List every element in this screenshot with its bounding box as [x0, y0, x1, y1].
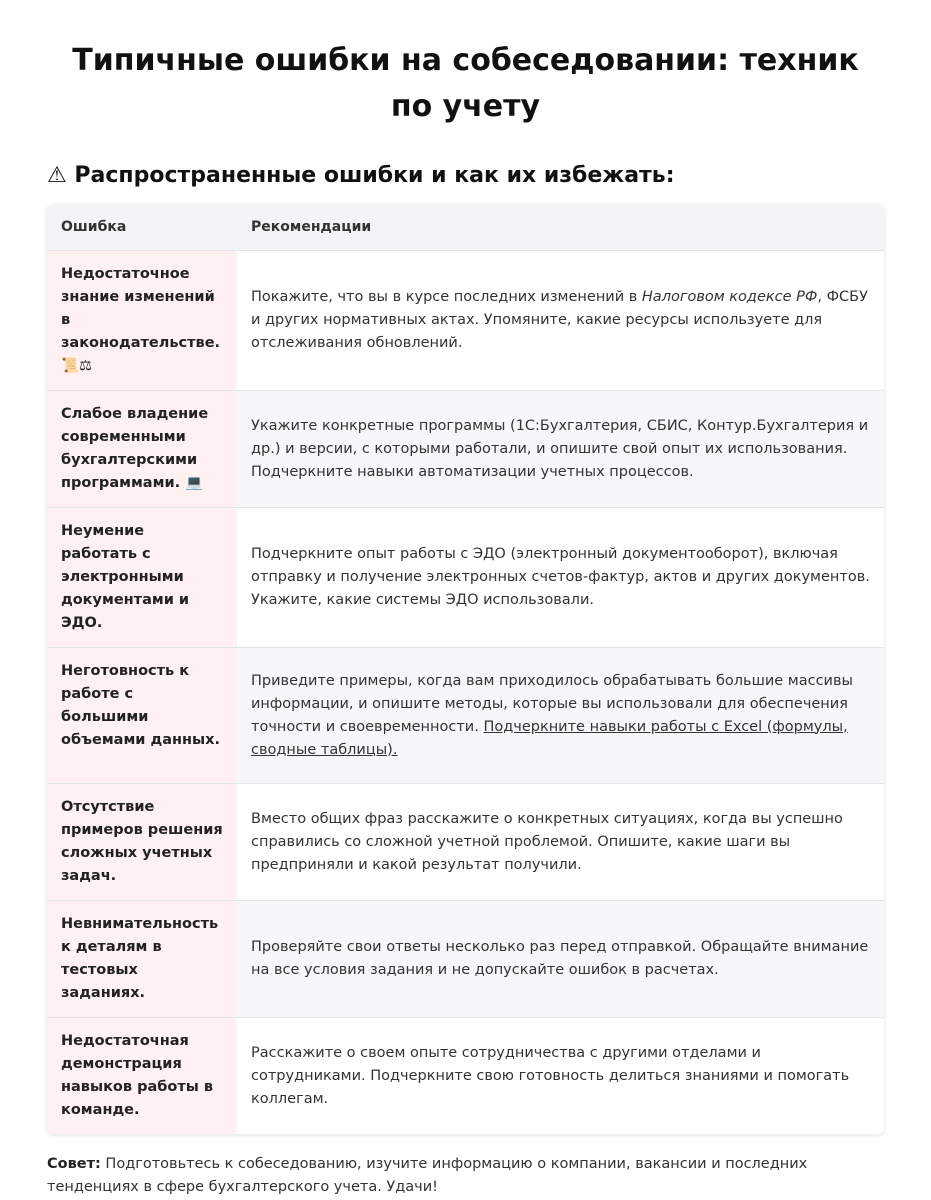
errors-table-card [47, 204, 884, 1134]
page-title: Типичные ошибки на собеседовании: техник по учету [72, 43, 859, 124]
column-header-error: Ошибка [47, 204, 237, 251]
recommendation-cell: Вместо общих фраз расскажите о конкретных ситуациях, когда вы успешно справились со сложной учетной проблемой. Опишите, какие шаги вы предприняли и какой результат получили. [237, 784, 884, 901]
table-row [47, 648, 884, 784]
recommendation-cell: Укажите конкретные программы (1С:Бухгалтерия, СБИС, Контур.Бухгалтерия и др.) и версии, с которыми работали, и опишите свой опыт их использования. Подчеркните навыки автоматизации учетных процессов. [237, 391, 884, 508]
recommendation-underlined-text: Подчеркните навыки работы с Excel (формулы, сводные таблицы). [251, 718, 848, 758]
recommendation-text: Приведите примеры, когда вам приходилось обрабатывать большие массивы информации, и опишите методы, которые вы использовали для обеспечения точности и своевременности. [251, 672, 853, 735]
section-heading [47, 161, 884, 191]
table-row [47, 784, 884, 901]
recommendation-cell: Подчеркните опыт работы с ЭДО (электронный документооборот), включая отправку и получение электронных счетов-фактур, актов и других документов. Укажите, какие системы ЭДО использовали. [237, 508, 884, 648]
tip-text: Подготовьтесь к собеседованию, изучите информацию о компании, вакансии и последних тенденциях в сфере бухгалтерского учета. Удачи! [47, 1156, 808, 1195]
error-cell: Отсутствие примеров решения сложных учетных задач. [47, 784, 237, 901]
table-row [47, 251, 884, 391]
error-cell: Невнимательность к деталям в тестовых заданиях. [47, 901, 237, 1018]
error-cell: Недостаточная демонстрация навыков работы в команде. [47, 1018, 237, 1135]
table-header-row [47, 204, 884, 251]
recommendation-italic-text: Налоговом кодексе РФ [641, 289, 818, 305]
recommendation-cell [237, 251, 884, 391]
error-cell: Неготовность к работе с большими объемами данных. [47, 648, 237, 784]
table-row [47, 1018, 884, 1135]
column-header-recommendations: Рекомендации [237, 204, 884, 251]
error-cell: Слабое владение современными бухгалтерскими программами. 💻 [47, 391, 237, 508]
recommendation-text: Покажите, что вы в курсе последних изменений в [251, 289, 642, 305]
errors-table [47, 204, 884, 1134]
table-row [47, 508, 884, 648]
warning-icon: ⚠ [47, 163, 67, 188]
tip-label: Совет: [47, 1156, 101, 1172]
table-row [47, 901, 884, 1018]
error-cell: Недостаточное знание изменений в законодательстве. 📜⚖ [47, 251, 237, 391]
table-row [47, 391, 884, 508]
recommendation-cell: Проверяйте свои ответы несколько раз перед отправкой. Обращайте внимание на все условия задания и не допускайте ошибок в расчетах. [237, 901, 884, 1018]
recommendation-text: , ФСБУ и других нормативных актах. Упомяните, какие ресурсы используете для отслеживания обновлений. [251, 289, 868, 351]
error-cell: Неумение работать с электронными документами и ЭДО. [47, 508, 237, 648]
recommendation-cell [237, 648, 884, 784]
section-heading-text: Распространенные ошибки и как их избежать: [74, 163, 675, 188]
tip-paragraph [47, 1153, 884, 1199]
recommendation-cell: Расскажите о своем опыте сотрудничества с другими отделами и сотрудниками. Подчеркните свою готовность делиться знаниями и помогать коллегам. [251, 1044, 850, 1107]
